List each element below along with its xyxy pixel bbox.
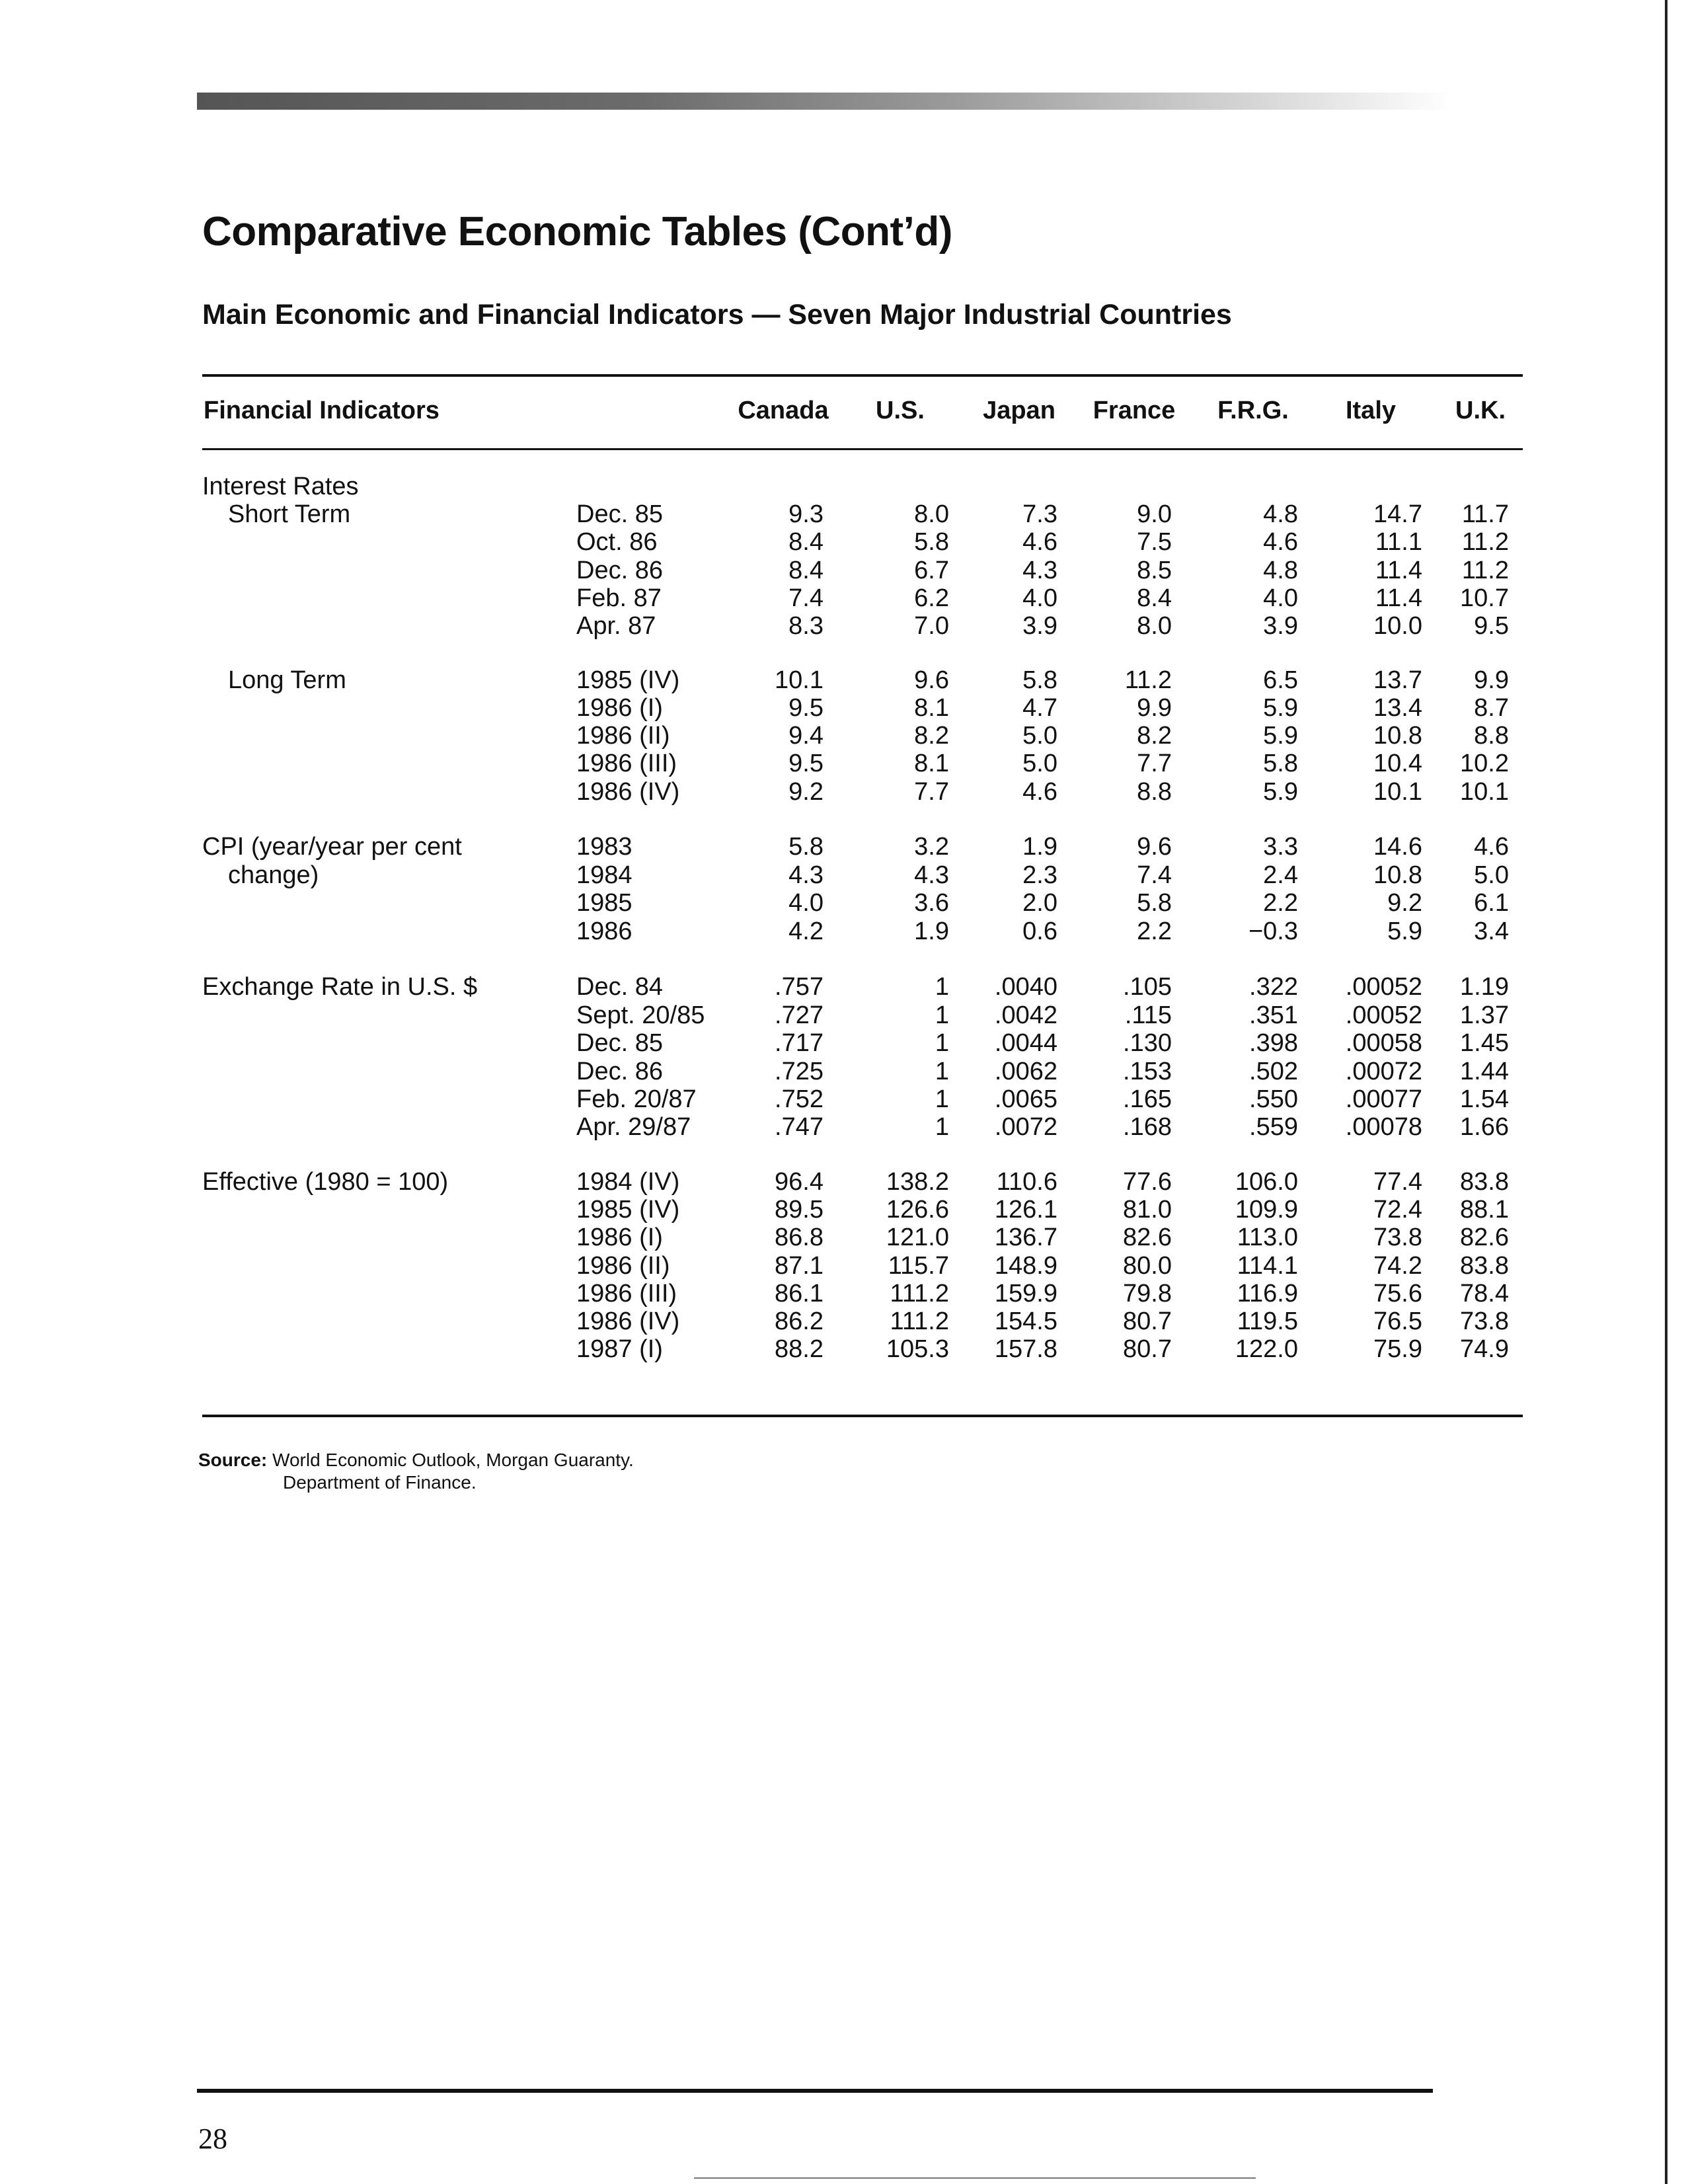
value-cell: 2.3 [1022, 861, 1057, 889]
value-cell: 4.0 [1263, 584, 1298, 612]
value-cell: .322 [1249, 973, 1298, 1001]
column-header: Japan [983, 397, 1055, 424]
value-cell: 88.1 [1460, 1196, 1509, 1224]
period-cell: 1985 [576, 889, 633, 917]
value-cell: 13.7 [1373, 666, 1422, 694]
value-cell: 0.6 [1022, 917, 1057, 945]
value-cell: 1 [935, 1029, 949, 1057]
value-cell: 9.5 [788, 750, 824, 777]
value-cell: 2.0 [1022, 889, 1057, 917]
value-cell: 1.45 [1460, 1029, 1509, 1057]
table-row [0, 833, 1688, 861]
value-cell: 3.6 [914, 889, 949, 917]
row-label: Exchange Rate in U.S. $ [202, 973, 478, 1001]
value-cell: 80.0 [1123, 1252, 1172, 1280]
value-cell: 81.0 [1123, 1196, 1172, 1224]
value-cell: 2.4 [1263, 861, 1298, 889]
value-cell: 1.19 [1460, 973, 1509, 1001]
value-cell: 9.6 [914, 666, 949, 694]
value-cell: 3.9 [1263, 612, 1298, 640]
value-cell: 8.3 [788, 612, 824, 640]
value-cell: 148.9 [994, 1252, 1057, 1280]
column-header: Italy [1345, 397, 1397, 424]
period-cell: Dec. 85 [576, 500, 663, 528]
table-row [0, 1307, 1688, 1336]
value-cell: 3.2 [914, 833, 949, 861]
value-cell: 5.8 [1263, 750, 1298, 777]
value-cell: 6.7 [914, 557, 949, 584]
value-cell: 88.2 [775, 1335, 824, 1363]
value-cell: 9.4 [788, 722, 824, 750]
value-cell: 79.8 [1123, 1280, 1172, 1307]
table-row [0, 973, 1688, 1001]
table-row [0, 694, 1688, 722]
value-cell: 77.6 [1123, 1168, 1172, 1196]
value-cell: .0040 [994, 973, 1057, 1001]
value-cell: 157.8 [994, 1335, 1057, 1363]
value-cell: 126.6 [886, 1196, 949, 1224]
value-cell: 89.5 [775, 1196, 824, 1224]
value-cell: 154.5 [994, 1307, 1057, 1335]
value-cell: .0042 [994, 1001, 1057, 1029]
value-cell: 7.4 [788, 584, 824, 612]
period-cell: Sept. 20/85 [576, 1001, 705, 1029]
value-cell: 4.6 [1022, 778, 1057, 806]
value-cell: .747 [775, 1113, 824, 1141]
period-cell: 1986 [576, 917, 633, 945]
value-cell: 5.0 [1022, 722, 1057, 750]
period-cell: 1985 (IV) [576, 1196, 680, 1224]
period-cell: Feb. 20/87 [576, 1085, 697, 1113]
table-row [0, 1058, 1688, 1086]
table-row [0, 889, 1688, 917]
value-cell: 9.2 [788, 778, 824, 806]
value-cell: 14.7 [1373, 500, 1422, 528]
value-cell: 76.5 [1373, 1307, 1422, 1335]
table-row [0, 1280, 1688, 1308]
value-cell: 11.2 [1461, 557, 1509, 584]
period-cell: 1986 (III) [576, 1280, 677, 1307]
decorative-header-band [197, 93, 1453, 110]
value-cell: 2.2 [1263, 889, 1298, 917]
value-cell: 5.0 [1474, 861, 1509, 889]
row-label: CPI (year/year per cent [202, 833, 462, 861]
value-cell: 138.2 [886, 1168, 949, 1196]
value-cell: 11.1 [1375, 528, 1422, 556]
value-cell: 10.4 [1373, 750, 1422, 777]
value-cell: 8.2 [914, 722, 949, 750]
value-cell: 78.4 [1460, 1280, 1509, 1307]
value-cell: 96.4 [775, 1168, 824, 1196]
table-row [0, 612, 1688, 641]
period-cell: 1986 (II) [576, 722, 670, 750]
value-cell: 73.8 [1373, 1224, 1422, 1251]
value-cell: 4.6 [1022, 528, 1057, 556]
value-cell: 3.4 [1474, 917, 1509, 945]
value-cell: 7.7 [1137, 750, 1172, 777]
table-row [0, 1196, 1688, 1224]
row-label: Short Term [228, 500, 351, 528]
value-cell: 11.7 [1461, 500, 1509, 528]
value-cell: 4.8 [1263, 500, 1298, 528]
value-cell: 11.4 [1375, 584, 1422, 612]
value-cell: 109.9 [1235, 1196, 1298, 1224]
value-cell: 87.1 [775, 1252, 824, 1280]
value-cell: 5.8 [914, 528, 949, 556]
column-header: F.R.G. [1217, 397, 1289, 424]
value-cell: 8.4 [788, 557, 824, 584]
value-cell: 9.6 [1137, 833, 1172, 861]
value-cell: 80.7 [1123, 1335, 1172, 1363]
value-cell: 7.0 [914, 612, 949, 640]
value-cell: 9.5 [788, 694, 824, 722]
value-cell: 75.6 [1373, 1280, 1422, 1307]
table-row [0, 1085, 1688, 1114]
table-top-rule [202, 374, 1523, 377]
value-cell: .00058 [1345, 1029, 1422, 1057]
table-row [0, 557, 1688, 585]
value-cell: .168 [1123, 1113, 1172, 1141]
value-cell: 4.8 [1263, 557, 1298, 584]
value-cell: 8.8 [1137, 778, 1172, 806]
value-cell: 116.9 [1237, 1280, 1298, 1307]
period-cell: 1985 (IV) [576, 666, 680, 694]
value-cell: 9.3 [788, 500, 824, 528]
value-cell: 159.9 [994, 1280, 1057, 1307]
period-cell: Oct. 86 [576, 528, 658, 556]
period-cell: Apr. 29/87 [576, 1113, 691, 1141]
value-cell: 10.1 [775, 666, 824, 694]
value-cell: 1 [935, 1085, 949, 1113]
value-cell: .351 [1249, 1001, 1298, 1029]
period-cell: Dec. 86 [576, 557, 663, 584]
value-cell: 74.2 [1373, 1252, 1422, 1280]
value-cell: 86.1 [775, 1280, 824, 1307]
period-cell: Apr. 87 [576, 612, 656, 640]
value-cell: .757 [775, 973, 824, 1001]
value-cell: 11.4 [1375, 557, 1422, 584]
table-row [0, 666, 1688, 695]
value-cell: 4.0 [788, 889, 824, 917]
value-cell: 4.6 [1263, 528, 1298, 556]
label-column-header: Financial Indicators [204, 397, 440, 424]
value-cell: 77.4 [1373, 1168, 1422, 1196]
value-cell: 3.9 [1022, 612, 1057, 640]
table-row [0, 1224, 1688, 1252]
column-header: Canada [738, 397, 829, 424]
value-cell: .00052 [1345, 973, 1422, 1001]
value-cell: 86.8 [775, 1224, 824, 1251]
value-cell: 9.5 [1474, 612, 1509, 640]
table-row [0, 584, 1688, 613]
value-cell: 8.1 [914, 694, 949, 722]
value-cell: 13.4 [1373, 694, 1422, 722]
value-cell: 5.8 [1022, 666, 1057, 694]
row-label: Effective (1980 = 100) [202, 1168, 449, 1196]
table-row [0, 500, 1688, 529]
value-cell: 1 [935, 973, 949, 1001]
value-cell: .105 [1123, 973, 1172, 1001]
value-cell: 106.0 [1235, 1168, 1298, 1196]
value-cell: 4.3 [1022, 557, 1057, 584]
value-cell: 1.44 [1460, 1058, 1509, 1085]
value-cell: 111.2 [890, 1307, 949, 1335]
value-cell: 80.7 [1123, 1307, 1172, 1335]
value-cell: 75.9 [1373, 1335, 1422, 1363]
value-cell: 8.4 [788, 528, 824, 556]
value-cell: 10.1 [1460, 778, 1509, 806]
value-cell: 8.2 [1137, 722, 1172, 750]
value-cell: 113.0 [1237, 1224, 1298, 1251]
value-cell: 8.4 [1137, 584, 1172, 612]
value-cell: 4.3 [788, 861, 824, 889]
period-cell: 1983 [576, 833, 633, 861]
value-cell: 122.0 [1235, 1335, 1298, 1363]
value-cell: 8.0 [1137, 612, 1172, 640]
row-label: Long Term [228, 666, 346, 694]
value-cell: .725 [775, 1058, 824, 1085]
value-cell: −0.3 [1248, 917, 1298, 945]
value-cell: 5.9 [1387, 917, 1422, 945]
table-row [0, 1252, 1688, 1280]
value-cell: 1 [935, 1113, 949, 1141]
value-cell: .559 [1249, 1113, 1298, 1141]
table-row [0, 722, 1688, 750]
value-cell: 1 [935, 1058, 949, 1085]
value-cell: 86.2 [775, 1307, 824, 1335]
value-cell: 7.4 [1137, 861, 1172, 889]
value-cell: .0044 [994, 1029, 1057, 1057]
value-cell: 8.8 [1474, 722, 1509, 750]
value-cell: 14.6 [1373, 833, 1422, 861]
value-cell: 1.9 [1022, 833, 1057, 861]
source-label: Source: [198, 1450, 268, 1470]
period-cell: Dec. 85 [576, 1029, 663, 1057]
period-cell: Dec. 86 [576, 1058, 663, 1085]
table-row [0, 778, 1688, 806]
value-cell: .0065 [994, 1085, 1057, 1113]
value-cell: .130 [1123, 1029, 1172, 1057]
table-row [0, 917, 1688, 946]
value-cell: 83.8 [1460, 1168, 1509, 1196]
value-cell: 1 [935, 1001, 949, 1029]
value-cell: .752 [775, 1085, 824, 1113]
value-cell: 4.6 [1474, 833, 1509, 861]
table-row [0, 1001, 1688, 1030]
period-cell: 1986 (IV) [576, 1307, 680, 1335]
value-cell: 9.9 [1474, 666, 1509, 694]
page-title: Comparative Economic Tables (Cont’d) [202, 209, 952, 254]
page-number: 28 [198, 2123, 227, 2155]
row-label: Interest Rates [202, 473, 359, 500]
value-cell: 8.5 [1137, 557, 1172, 584]
value-cell: 8.1 [914, 750, 949, 777]
value-cell: .115 [1124, 1001, 1172, 1029]
value-cell: 5.8 [1137, 889, 1172, 917]
source-note [198, 1449, 634, 1494]
period-cell: 1984 [576, 861, 633, 889]
value-cell: 2.2 [1137, 917, 1172, 945]
table-bottom-rule [202, 1415, 1523, 1417]
table-row [0, 528, 1688, 557]
row-label: change) [228, 861, 319, 889]
value-cell: 121.0 [886, 1224, 949, 1251]
value-cell: 5.0 [1022, 750, 1057, 777]
value-cell: 136.7 [994, 1224, 1057, 1251]
table-row [0, 1113, 1688, 1142]
period-cell: Feb. 87 [576, 584, 662, 612]
value-cell: .153 [1123, 1058, 1172, 1085]
value-cell: 1.66 [1460, 1113, 1509, 1141]
value-cell: 4.7 [1022, 694, 1057, 722]
value-cell: 82.6 [1460, 1224, 1509, 1251]
source-line-1: World Economic Outlook, Morgan Guaranty. [272, 1450, 634, 1470]
value-cell: 4.3 [914, 861, 949, 889]
value-cell: 1.54 [1460, 1085, 1509, 1113]
value-cell: .0062 [994, 1058, 1057, 1085]
value-cell: .727 [775, 1001, 824, 1029]
value-cell: .502 [1249, 1058, 1298, 1085]
value-cell: 5.8 [788, 833, 824, 861]
value-cell: 1.9 [914, 917, 949, 945]
value-cell: .00078 [1345, 1113, 1422, 1141]
table-row [0, 750, 1688, 778]
value-cell: 83.8 [1460, 1252, 1509, 1280]
value-cell: 5.9 [1263, 778, 1298, 806]
page-bottom-line [694, 2177, 1256, 2179]
value-cell: 115.7 [888, 1252, 949, 1280]
value-cell: .717 [775, 1029, 824, 1057]
value-cell: 6.2 [914, 584, 949, 612]
value-cell: 10.0 [1373, 612, 1422, 640]
value-cell: 5.9 [1263, 722, 1298, 750]
table-row [0, 1029, 1688, 1058]
value-cell: 8.0 [914, 500, 949, 528]
period-cell: 1987 (I) [576, 1335, 663, 1363]
value-cell: 9.2 [1387, 889, 1422, 917]
value-cell: 126.1 [994, 1196, 1057, 1224]
value-cell: 3.3 [1263, 833, 1298, 861]
column-header: U.S. [876, 397, 925, 424]
period-cell: 1986 (IV) [576, 778, 680, 806]
period-cell: Dec. 84 [576, 973, 663, 1001]
column-header: France [1093, 397, 1176, 424]
value-cell: 10.2 [1460, 750, 1509, 777]
value-cell: 10.8 [1373, 722, 1422, 750]
table-row [0, 473, 1688, 501]
period-cell: 1986 (III) [576, 750, 677, 777]
value-cell: 4.2 [788, 917, 824, 945]
value-cell: 6.5 [1263, 666, 1298, 694]
value-cell: 4.0 [1022, 584, 1057, 612]
value-cell: 9.0 [1137, 500, 1172, 528]
value-cell: 5.9 [1263, 694, 1298, 722]
value-cell: 6.1 [1474, 889, 1509, 917]
value-cell: 110.6 [996, 1168, 1057, 1196]
value-cell: .0072 [994, 1113, 1057, 1141]
header-rule [202, 448, 1523, 450]
value-cell: 114.1 [1237, 1252, 1298, 1280]
value-cell: 74.9 [1460, 1335, 1509, 1363]
value-cell: 119.5 [1237, 1307, 1298, 1335]
value-cell: 11.2 [1124, 666, 1172, 694]
source-line-2: Department of Finance. [283, 1472, 477, 1493]
value-cell: .550 [1249, 1085, 1298, 1113]
value-cell: 8.7 [1474, 694, 1509, 722]
period-cell: 1986 (I) [576, 1224, 663, 1251]
value-cell: 72.4 [1373, 1196, 1422, 1224]
value-cell: 1.37 [1460, 1001, 1509, 1029]
value-cell: .00052 [1345, 1001, 1422, 1029]
value-cell: .165 [1123, 1085, 1172, 1113]
table-row [0, 861, 1688, 890]
footer-rule [197, 2089, 1433, 2093]
value-cell: 9.9 [1137, 694, 1172, 722]
value-cell: 105.3 [886, 1335, 949, 1363]
value-cell: 7.3 [1022, 500, 1057, 528]
value-cell: 7.7 [914, 778, 949, 806]
table-row [0, 1168, 1688, 1196]
table-row [0, 1335, 1688, 1364]
value-cell: 111.2 [890, 1280, 949, 1307]
column-header: U.K. [1455, 397, 1506, 424]
value-cell: 73.8 [1460, 1307, 1509, 1335]
period-cell: 1986 (II) [576, 1252, 670, 1280]
value-cell: 10.1 [1373, 778, 1422, 806]
value-cell: 82.6 [1123, 1224, 1172, 1251]
value-cell: .00077 [1345, 1085, 1422, 1113]
value-cell: 11.2 [1461, 528, 1509, 556]
period-cell: 1984 (IV) [576, 1168, 680, 1196]
value-cell: 7.5 [1137, 528, 1172, 556]
period-cell: 1986 (I) [576, 694, 663, 722]
value-cell: 10.8 [1373, 861, 1422, 889]
value-cell: .00072 [1345, 1058, 1422, 1085]
value-cell: 10.7 [1460, 584, 1509, 612]
value-cell: .398 [1249, 1029, 1298, 1057]
table-subtitle: Main Economic and Financial Indicators — Seven Major Industrial Countries [202, 299, 1232, 331]
